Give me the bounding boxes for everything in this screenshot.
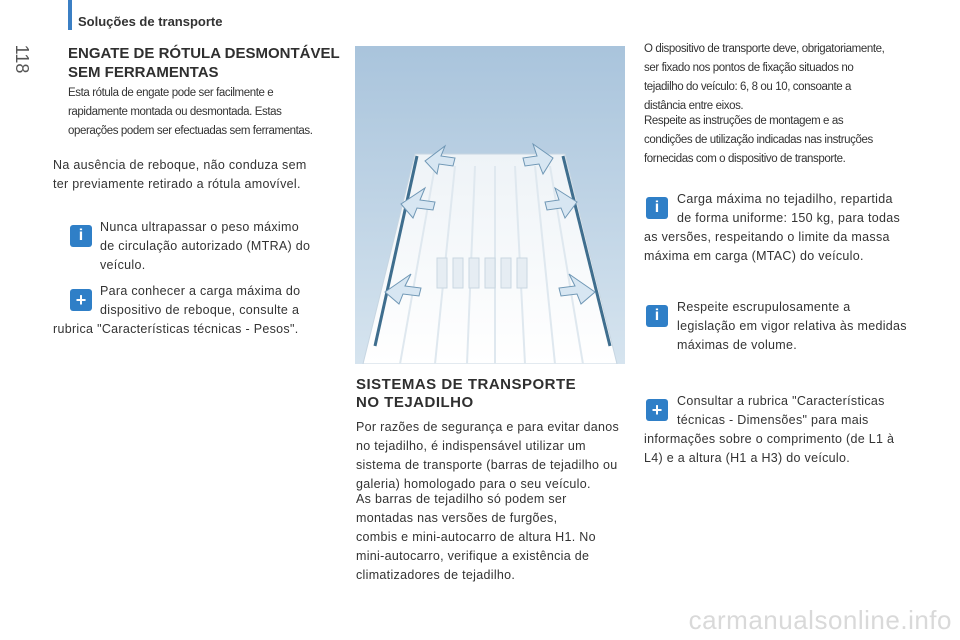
- note-max-weight: Nunca ultrapassar o peso máximo de circulação autorizado (MTRA) do veículo.: [100, 220, 311, 272]
- mounting-instructions-paragraph: Respeite as instruções de montagem e as condições de utilização indicadas nas instruções fornecidas com o dispositivo de transporte.: [644, 115, 873, 165]
- info-icon: i: [70, 225, 92, 247]
- fixing-points-paragraph: O dispositivo de transporte deve, obrigatoriamente, ser fixado nos pontos de fixação situados no tejadilho do veículo: 6, 8 ou 10, consoante a distância entre eixos.: [644, 43, 885, 112]
- plus-icon: +: [646, 399, 668, 421]
- section-accent-bar: [68, 0, 72, 30]
- towbar-warning: Na ausência de reboque, não conduza sem ter previamente retirado a rótula amovível.: [53, 158, 307, 191]
- roof-bars-paragraph: As barras de tejadilho só podem ser montadas nas versões de furgões, combis e mini-autocarro de altura H1. No mini-autocarro, verifique a existência de climatizadores de tejadilho.: [356, 492, 596, 582]
- watermark: carmanualsonline.info: [688, 605, 952, 635]
- note-towbar-load: Para conhecer a carga máxima do dispositivo de reboque, consulte a rubrica "Características técnicas - Pesos".: [53, 284, 301, 336]
- info-icon: i: [646, 197, 668, 219]
- plus-icon: +: [70, 289, 92, 311]
- info-icon: i: [646, 305, 668, 327]
- towbar-title: ENGATE DE RÓTULA DESMONTÁVEL SEM FERRAMENTAS: [68, 45, 340, 81]
- roof-systems-title: SISTEMAS DE TRANSPORTE NO TEJADILHO: [356, 376, 577, 411]
- note-roof-load: Carga máxima no tejadilho, repartida de forma uniforme: 150 kg, para todas as versões, respeitando o limite da massa máxima em carga (MTAC) do veículo.: [644, 192, 901, 263]
- note-legislation: Respeite escrupulosamente a legislação em vigor relativa às medidas máximas de volume.: [677, 300, 907, 352]
- section-title: Soluções de transporte: [78, 14, 223, 29]
- towbar-intro: Esta rótula de engate pode ser facilmente e rapidamente montada ou desmontada. Estas operações podem ser efectuadas sem ferramentas.: [68, 87, 313, 137]
- page-number: 118: [12, 44, 32, 74]
- note-dimensions: Consultar a rubrica "Características técnicas - Dimensões" para mais informações sobre o comprimento (de L1 à L4) e a altura (H1 a H3) do veículo.: [644, 394, 895, 465]
- roof-illustration: [355, 46, 625, 364]
- roof-safety-paragraph: Por razões de segurança e para evitar danos no tejadilho, é indispensável utilizar um sistema de transporte (barras de tejadilho ou galeria) homologado para o seu veículo.: [356, 420, 620, 491]
